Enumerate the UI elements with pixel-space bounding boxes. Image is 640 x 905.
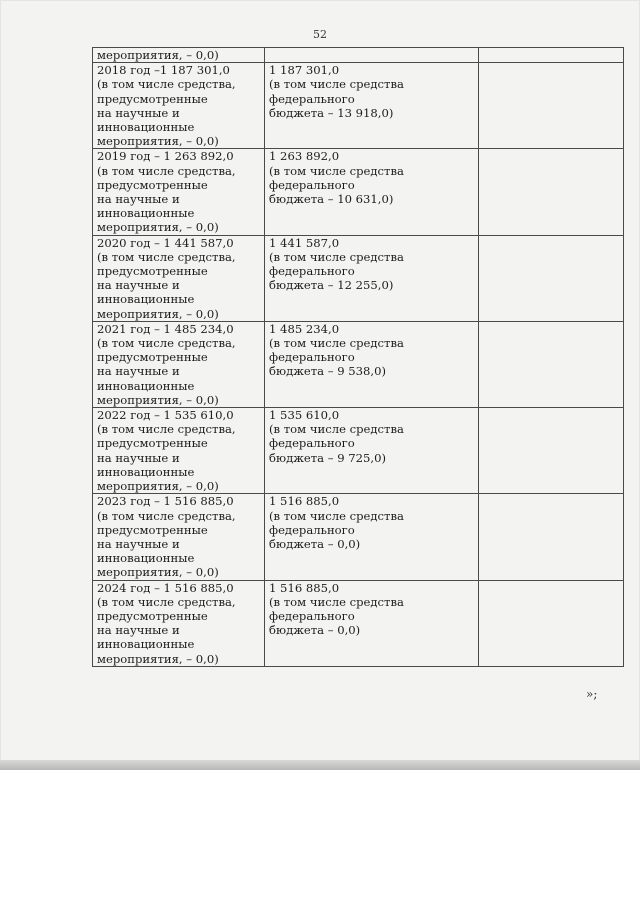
table-row [93,321,624,407]
table-row [93,48,624,63]
budget-funding-cell: 1 263 892,0 (в том числе средства федерального бюджета – 10 631,0) [265,149,479,235]
table-row [93,580,624,666]
total-funding-cell: 2019 год – 1 263 892,0 (в том числе средства, предусмотренные на научные и инновационные мероприятия, – 0,0) [93,149,265,235]
table-row [93,235,624,321]
total-funding-cell: 2018 год –1 187 301,0 (в том числе средства, предусмотренные на научные и инновационные мероприятия, – 0,0) [93,63,265,149]
empty-cell [479,494,624,580]
page-bottom-edge [0,760,640,770]
total-funding-cell: 2021 год – 1 485 234,0 (в том числе средства, предусмотренные на научные и инновационные мероприятия, – 0,0) [93,321,265,407]
total-funding-cell: 2020 год – 1 441 587,0 (в том числе средства, предусмотренные на научные и инновационные мероприятия, – 0,0) [93,235,265,321]
empty-cell [479,580,624,666]
budget-funding-cell: 1 516 885,0 (в том числе средства федерального бюджета – 0,0) [265,494,479,580]
budget-funding-cell: 1 485 234,0 (в том числе средства федерального бюджета – 9 538,0) [265,321,479,407]
table-row [93,494,624,580]
empty-cell [479,321,624,407]
budget-funding-cell [265,48,479,63]
empty-cell [479,63,624,149]
budget-funding-cell: 1 516 885,0 (в том числе средства федерального бюджета – 0,0) [265,580,479,666]
empty-cell [479,48,624,63]
total-funding-cell: мероприятия, – 0,0) [93,48,265,63]
table-row [93,408,624,494]
budget-funding-cell: 1 187 301,0 (в том числе средства федерального бюджета – 13 918,0) [265,63,479,149]
closing-quote-mark: »; [586,687,598,701]
total-funding-cell: 2022 год – 1 535 610,0 (в том числе средства, предусмотренные на научные и инновационные мероприятия, – 0,0) [93,408,265,494]
empty-cell [479,235,624,321]
budget-table [92,47,624,667]
table-row [93,63,624,149]
empty-cell [479,408,624,494]
table-row [93,149,624,235]
total-funding-cell: 2023 год – 1 516 885,0 (в том числе средства, предусмотренные на научные и инновационные мероприятия, – 0,0) [93,494,265,580]
total-funding-cell: 2024 год – 1 516 885,0 (в том числе средства, предусмотренные на научные и инновационные мероприятия, – 0,0) [93,580,265,666]
page-number: 52 [313,28,327,41]
budget-funding-cell: 1 441 587,0 (в том числе средства федерального бюджета – 12 255,0) [265,235,479,321]
budget-funding-cell: 1 535 610,0 (в том числе средства федерального бюджета – 9 725,0) [265,408,479,494]
empty-cell [479,149,624,235]
